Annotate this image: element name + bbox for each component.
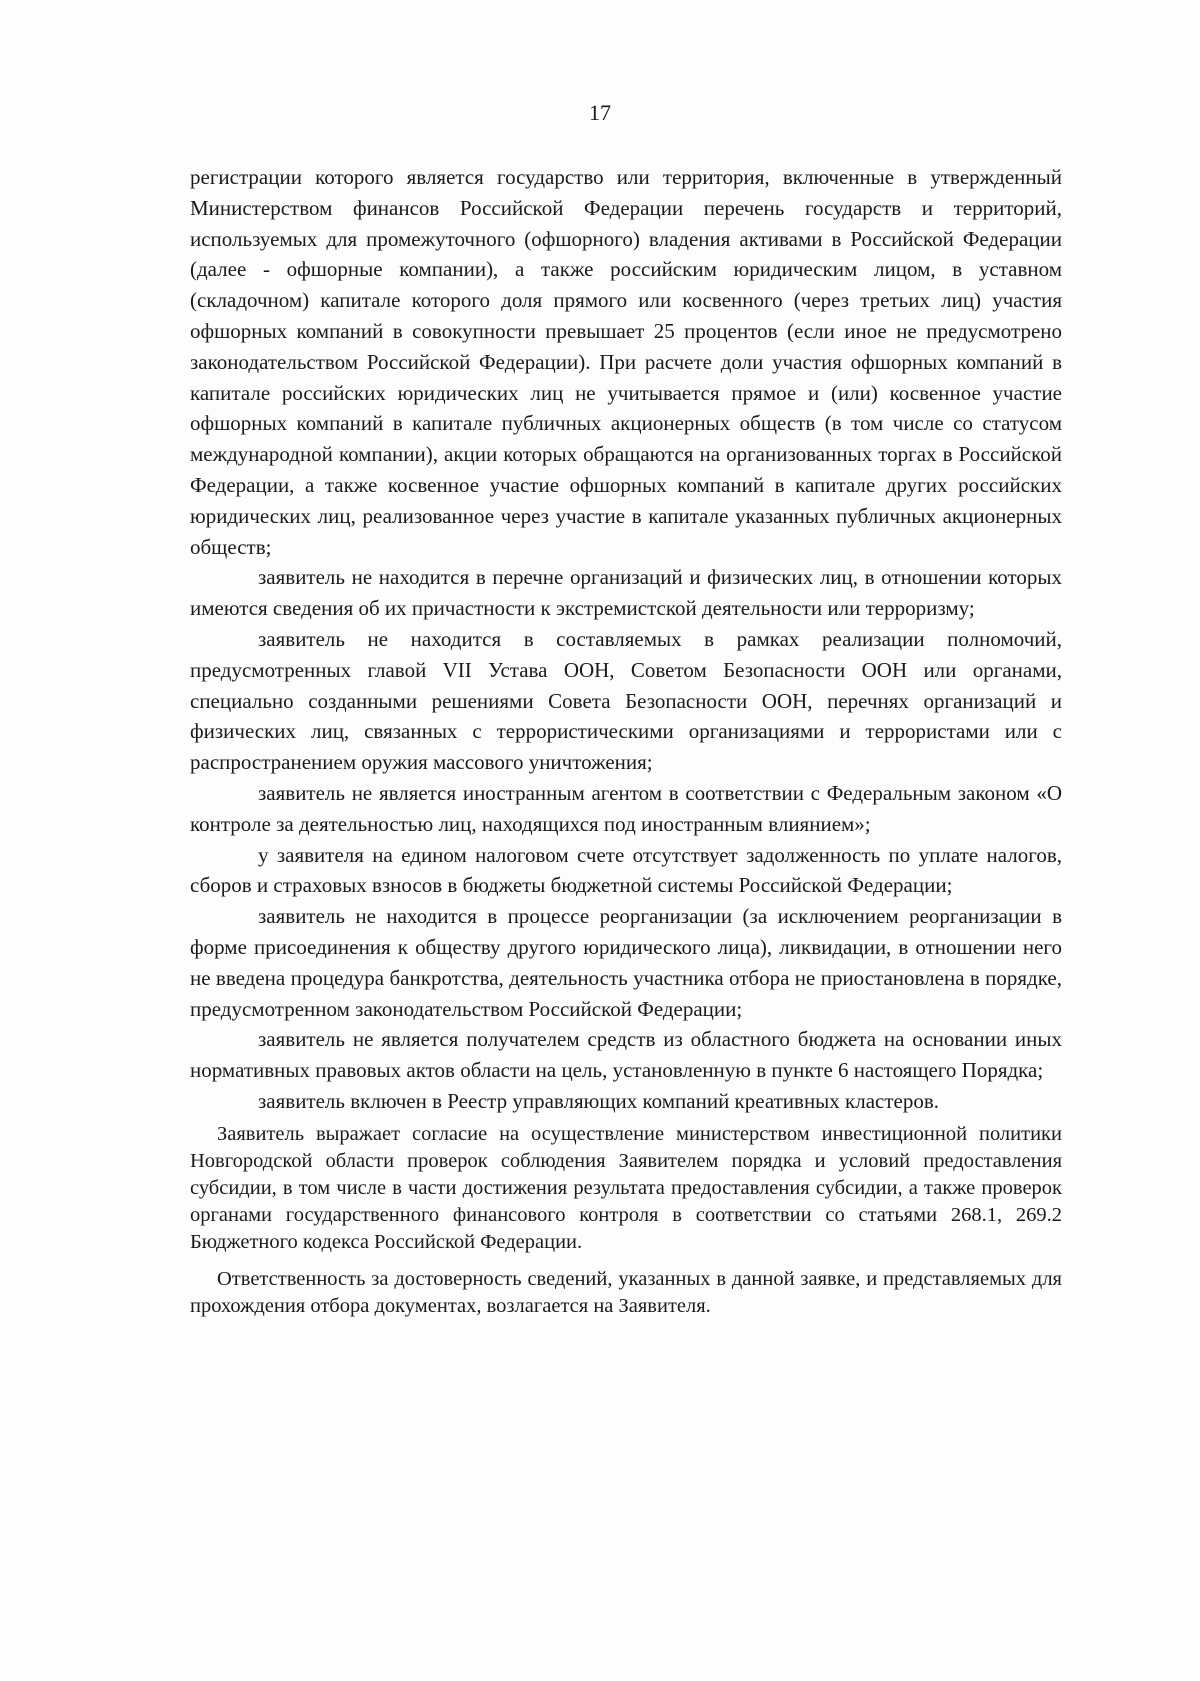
paragraph-un-sanctions-list: заявитель не находится в составляемых в рамках реализации полномочий, предусмотренных главой VII Устава ООН, Советом Безопасности ООН или органами, специально созданными решениями Совета Безопасности ООН, перечнях организаций и физических лиц, связанных с террористическими организациями и террористами или с распространением оружия массового уничтожения; [190,626,1062,775]
paragraph-offshore-companies: регистрации которого является государство или территория, включенные в утвержденный Министерством финансов Российской Федерации перечень государств и территорий, используемых для промежуточного (офшорного) владения активами в Российской Федерации (далее - офшорные компании), а также российским юридическим лицом, в уставном (складочном) капитале которого доля прямого или косвенного (через третьих лиц) участия офшорных компаний в совокупности превышает 25 процентов (если иное не предусмотрено законодательством Российской Федерации). При расчете доли участия офшорных компаний в капитале российских юридических лиц не учитывается прямое и (или) косвенное участие офшорных компаний в капитале публичных акционерных обществ (в том числе со статусом международной компании), акции которых обращаются на организованных торгах в Российской Федерации, а также косвенное участие офшорных компаний в капитале других российских юридических лиц, реализованное через участие в капитале указанных публичных акционерных обществ; [190,165,1062,559]
paragraph-registry-inclusion: заявитель включен в Реестр управляющих компаний креативных кластеров. [258,1088,940,1113]
document-body [190,162,1062,1320]
paragraph-tax-debt: у заявителя на едином налоговом счете отсутствует задолженность по уплате налогов, сборов и страховых взносов в бюджеты бюджетной системы Российской Федерации; [190,842,1062,898]
page-number: 17 [589,100,611,125]
paragraph-reorganization: заявитель не находится в процессе реорганизации (за исключением реорганизации в форме присоединения к обществу другого юридического лица), ликвидации, в отношении него не введена процедура банкротства, деятельность участника отбора не приостановлена в порядке, предусмотренном законодательством Российской Федерации; [190,904,1062,1021]
paragraph-other-budget-funds: заявитель не является получателем средств из областного бюджета на основании иных нормативных правовых актов области на цель, установленную в пункте 6 настоящего Порядка; [190,1027,1062,1083]
paragraph-responsibility: Ответственность за достоверность сведений, указанных в данной заявке, и представляемых для прохождения отбора документах, возлагается на Заявителя. [190,1267,1062,1317]
paragraph-foreign-agent: заявитель не является иностранным агентом в соответствии с Федеральным законом «О контроле за деятельностью лиц, находящихся под иностранным влиянием»; [190,780,1062,836]
paragraph-extremism-list: заявитель не находится в перечне организаций и физических лиц, в отношении которых имеются сведения об их причастности к экстремистской деятельности или терроризму; [190,565,1062,621]
paragraph-consent-inspections: Заявитель выражает согласие на осуществление министерством инвестиционной политики Новгородской области проверок соблюдения Заявителем порядка и условий предоставления субсидии, в том числе в части достижения результата предоставления субсидии, а также проверок органами государственного финансового контроля в соответствии со статьями 268.1, 269.2 Бюджетного кодекса Российской Федерации. [190,1122,1062,1253]
